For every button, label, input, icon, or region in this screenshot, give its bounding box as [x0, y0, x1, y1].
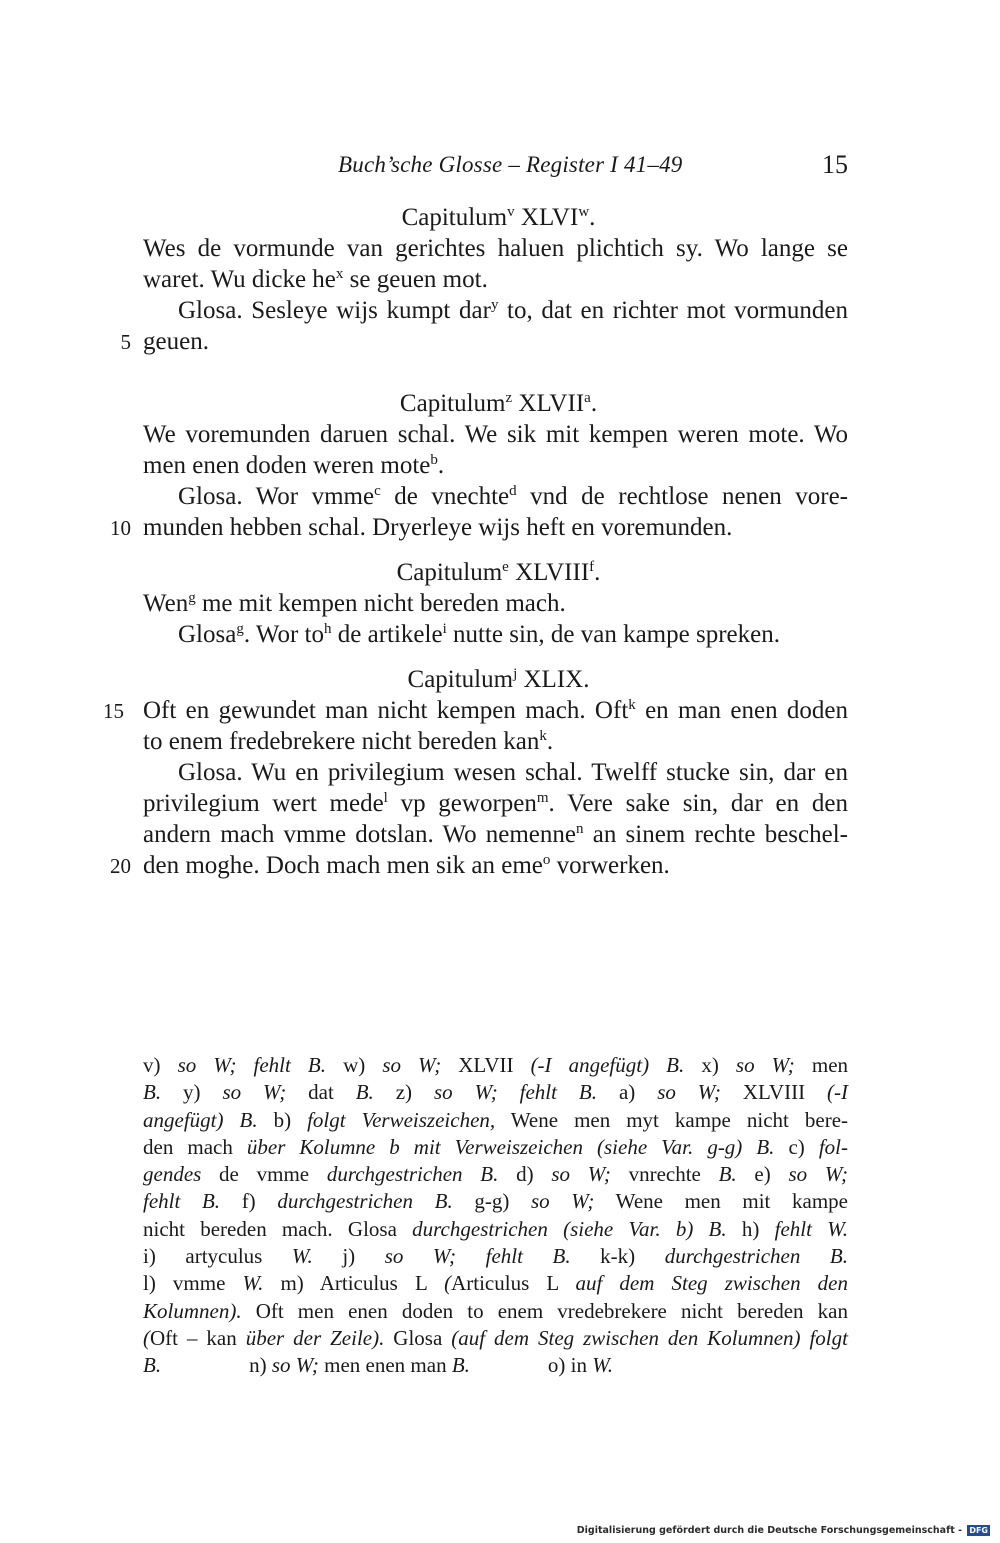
running-title: Buch’sche Glosse – Register I 41–49 — [338, 152, 683, 177]
text-line: Glosa. Wor vmme$^c$ de vnechte$^d$ vnd de rechtlose nenen vore- — [178, 483, 848, 510]
note-line: Kolumnen). Oft men enen doden to enem vredebrekere nicht bereden kan — [143, 1298, 848, 1323]
chapter-heading-48: Capitulum$^e$ XLVIII$^f$. — [396, 559, 601, 586]
dfg-footer-text: Digitalisierung gefördert durch die Deutsche Forschungsgemeinschaft - — [576, 1525, 963, 1536]
note-line: i) artyculus W. j) so W; fehlt B. k-k) durchgestrichen B. — [143, 1244, 849, 1269]
text-line: 15 Oft en gewundet man nicht kempen mach. Oft$^k$ en man enen doden — [143, 695, 848, 726]
main-text — [103, 202, 849, 881]
note-line: den mach über Kolumne b mit Verweiszeichen (siehe Var. g-g) B. c) fol- — [143, 1134, 848, 1159]
chapter-heading-46: Capitulum$^v$ XLVI$^w$. — [401, 204, 596, 231]
running-head — [0, 150, 1000, 184]
text-line: Wes de vormunde van gerichtes haluen plichtich sy. Wo lange se — [143, 235, 848, 262]
note-line: nicht bereden mach. Glosa durchgestrichen (siehe Var. b) B. h) fehlt W. — [143, 1216, 849, 1241]
chapter-heading-47: Capitulum$^z$ XLVII$^a$. — [399, 390, 598, 417]
line-number: 10 — [110, 516, 131, 540]
note-line: B. y) so W; dat B. z) so W; fehlt B. a) so W; XLVIII (-I — [143, 1080, 848, 1105]
note-line: angefügt) B. b) folgt Verweiszeichen, Wene men myt kampe nicht bere- — [143, 1107, 849, 1132]
dfg-logo: DFG — [969, 1526, 988, 1535]
text-line: 5 geuen. — [143, 326, 848, 357]
text-line: andern mach vmme dotslan. Wo nemenne$^n$ an sinem rechte beschel- — [143, 821, 848, 848]
line-number: 15 — [103, 699, 124, 723]
line-number: 20 — [110, 854, 131, 878]
text-line: Glosa. Wu en privilegium wesen schal. Twelff stucke sin, dar en — [178, 759, 848, 786]
text-line: waret. Wu dicke $he^x$ se geuen mot. — [143, 266, 488, 293]
note-line: B. n) so W; men enen man B. o) in W. — [143, 1353, 614, 1378]
text-line: We voremunden daruen schal. We sik mit kempen weren mote. Wo — [143, 421, 848, 448]
line-number: 5 — [120, 330, 131, 354]
note-line: (Oft – kan über der Zeile). Glosa (auf dem Steg zwischen den Kolumnen) folgt — [143, 1325, 848, 1350]
text-line: men enen doden weren mote$^b$. — [143, 452, 445, 479]
text-line: Glosa$^g$. Wor $to^h$ de artikele$^i$ nutte sin, de van kampe spreken. — [178, 621, 780, 648]
text-line: to enem fredebrekere nicht bereden kan$^k$. — [143, 728, 554, 755]
note-line: gendes de vmme durchgestrichen B. d) so W; vnrechte B. e) so W; — [143, 1162, 848, 1187]
critical-apparatus — [143, 1052, 848, 1380]
text-line: 10 munden hebben schal. Dryerleye wijs heft en voremunden. — [143, 512, 848, 543]
dfg-footer — [577, 1525, 990, 1536]
note-line: v) so W; fehlt B. w) so W; XLVII (-I angefügt) B. x) so W; men — [143, 1053, 849, 1077]
note-line: l) vmme W. m) Articulus L (Articulus L auf dem Steg zwischen den — [143, 1271, 848, 1296]
text-line: Glosa. Sesleye wijs kumpt dar$^y$ to, dat en richter mot vormunden — [178, 297, 849, 324]
page-number: 15 — [822, 150, 848, 179]
note-line: fehlt B. f) durchgestrichen B. g-g) so W; Wene men mit kampe — [143, 1189, 848, 1214]
text-line: Wen$^g$ me mit kempen nicht bereden mach. — [143, 590, 566, 617]
chapter-heading-49: Capitulum$^j$ XLIX. — [407, 666, 590, 693]
text-line: 20 den moghe. Doch mach men sik an eme$^o$ vorwerken. — [143, 850, 848, 881]
text-line: privilegium wert mede$^l$ vp geworpen$^m$. Vere sake sin, dar en den — [143, 790, 848, 817]
